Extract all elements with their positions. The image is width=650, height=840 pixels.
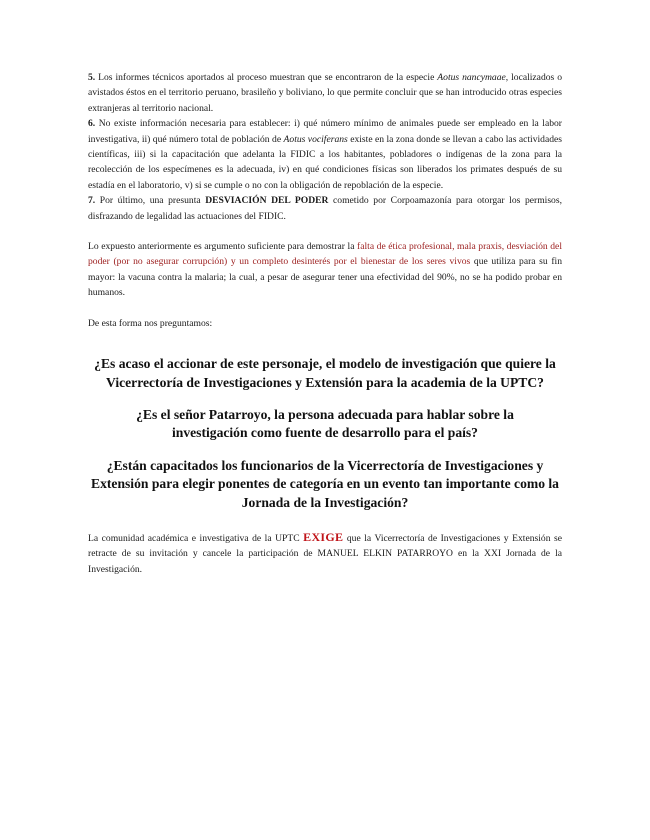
item-number: 5.: [88, 72, 96, 83]
item-text: cometido por Corpoamazonía para otorgar los permisos, disfrazando de legalidad las actuaciones del FIDIC.: [88, 195, 562, 222]
item-6: [88, 116, 562, 193]
highlight-text: DESVIACIÓN DEL PODER: [205, 195, 329, 207]
document-page: [88, 70, 562, 577]
item-text: Los informes técnicos aportados al proceso muestran que se encontraron de la especie: [95, 72, 438, 83]
exige-text: EXIGE: [303, 529, 344, 544]
item-text: No existe información necesaria para establecer: i) qué número mínimo de animales puede ser empleado en la labor investigativa, ii) qué número total de población de: [88, 118, 562, 145]
argument-text: que utiliza para su fin mayor: la vacuna contra la malaria; la cual, a pesar de asegurar tener una efectividad del 90%, no se ha podido probar en humanos.: [88, 256, 563, 299]
closing-text: que la Vicerrectoría de Investigaciones y Extensión se retracte de su invitación y cancele la participación de MANUEL ELKIN PATARROYO en la XXI Jornada de la Investigación.: [88, 532, 562, 575]
closing-paragraph: [88, 530, 562, 577]
item-number: 7.: [88, 195, 96, 207]
questions-intro: De esta forma nos preguntamos:: [88, 317, 213, 329]
species-name: Aotus nancymaae: [437, 72, 506, 83]
item-number: 6.: [88, 118, 96, 130]
question-1: ¿Es acaso el accionar de este personaje, el modelo de investigación que quiere la Vicerrectoría de Investigaciones y Extensión para la academia de la UPTC?: [94, 356, 556, 390]
item-text: existe en la zona donde se llevan a cabo las actividades científicas, iii) si la capacitación que adelanta la FIDIC a los habitantes, pobladores o indígenas de la zona para la recolección de los especímenes es la adecuada, iv) en qué condiciones físicas son liberados los primates después de su estadía en el laboratorio, v) si se cumple o no con la obligación de repoblación de la especie.: [88, 133, 563, 191]
argument-text: Lo expuesto anteriormente es argumento suficiente para demostrar la: [88, 241, 358, 253]
item-text: , localizados o avistados éstos en el territorio peruano, brasileño y boliviano, lo que permite concluir que se han introducido otras especies extranjeras al territorio nacional.: [88, 72, 562, 114]
closing-text: La comunidad académica e investigativa de la UPTC: [88, 532, 304, 544]
argument-paragraph: [88, 239, 562, 301]
item-7: [88, 193, 562, 224]
item-5: [88, 70, 562, 116]
question-3: ¿Están capacitados los funcionarios de la Vicerrectoría de Investigaciones y Extensión para elegir ponentes de categoría en un evento tan importante como la Jornada de la Investigación?: [91, 457, 559, 510]
question-2: ¿Es el señor Patarroyo, la persona adecuada para hablar sobre la investigación como fuente de desarrollo para el país?: [136, 406, 514, 441]
species-name: Aotus vociferans: [283, 133, 348, 145]
argument-red-text: falta de ética profesional, mala praxis, desviación del poder (por no asegurar corrupción) y un completo desinterés por el bienestar de los seres vivos: [88, 241, 562, 268]
item-text: Por último, una presunta: [95, 195, 206, 207]
